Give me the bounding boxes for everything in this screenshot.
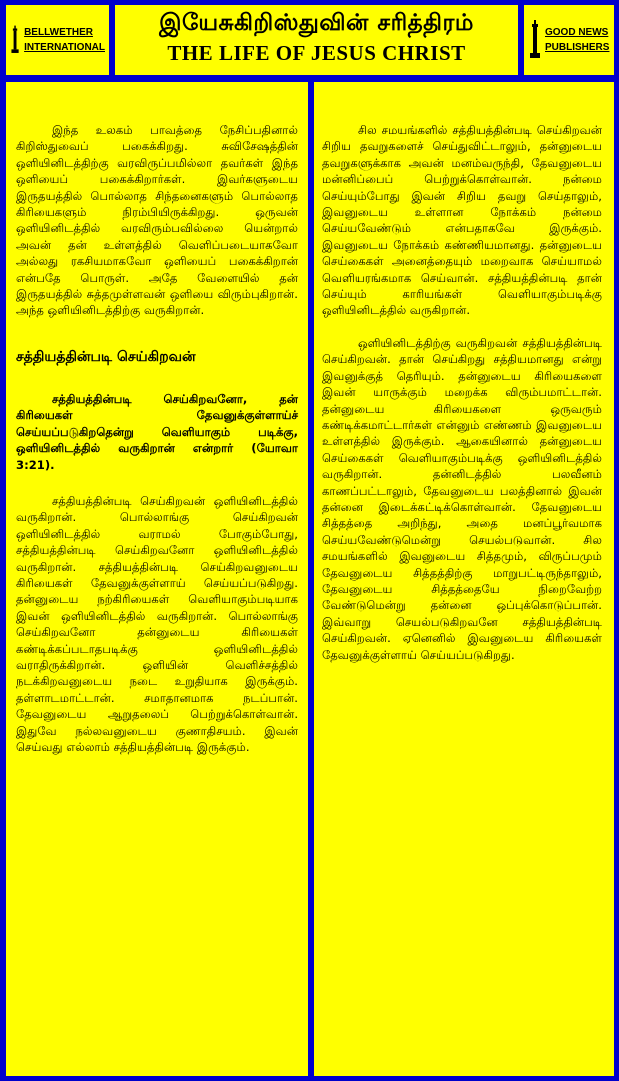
right-logo-line1: GOOD NEWS (545, 27, 609, 38)
bellwether-logo-box (6, 5, 109, 75)
right-column (314, 82, 614, 1076)
left-paragraph-2: சத்தியத்தின்படி செய்கிறவன் ஒளியினிடத்தில் வருகிறான். பொல்லாங்கு செய்கிறவன் ஒளியினிடத்தில் வராமல் போகும்போது, சத்தியத்தின்படி செய்கிறவனோ ஒளியினிடத்தில் வருகிறான். சத்தியத்தின்படி செய்கிறவனுடைய கிரியைகள் தேவனுக்குள்ளாய் செய்யப்படுகிறது. தன்னுடைய நற்கிரியைகள் வெளியாகும்படியாக இவன் ஒளியினிடத்தில் வருகிறான். பொல்லாங்கு செய்கிறவனோ தன்னுடைய கிரியைகள் கண்டிக்கப்படாதபடிக்கு ஒளியினிடத்தில் வராதிருக்கிறான். ஒளியின் வெளிச்சத்தில் நடக்கிறவனுடைய நடை உறுதியாக இருக்கும். தள்ளாடமாட்டான். சமாதானமாக நடப்பான். தேவனுடைய ஆறுதலைப் பெற்றுக்கொள்வான். இதுவே நல்லவனுடைய குணாதிசயம். இவன் செய்வது எல்லாம் சத்தியத்தின்படி இருக்கும். (16, 493, 298, 754)
good-news-logo-box (524, 5, 614, 75)
left-paragraph-1: இந்த உலகம் பாவத்தை நேசிப்பதினால் கிறிஸ்துவைப் பகைக்கிறது. சுவிசேஷத்தின் ஒளியினிடத்திற்கு வரவிருப்பமில்லா தவர்கள் இந்த ஒளியைப் பகைக்கிறார்கள். இவர்களுடைய இருதயத்தில் பொல்லாத சிந்தனைகளும் பொல்லாத கிரியைகளும் நிரம்பியிருக்கிறது. ஒருவன் ஒளியினிடத்தில் வரவிரும்பவில்லை யென்றால் அவன் தன் உள்ளத்தில் வெளிப்படையாகவோ அல்லது ரகசியமாகவோ ஒளியைப் பகைக்கிறான் என்பதே பொருள். அதே வேளையில் தன் இருதயத்தில் சுத்தமுள்ளவன் ஒளியை விரும்புகிறான். அந்த ஒளியினிடத்திற்கு வருகிறான். (16, 123, 298, 318)
title-box (115, 5, 518, 75)
right-logo-line2: PUBLISHERS (545, 42, 610, 53)
right-paragraph-1: சில சமயங்களில் சத்தியத்தின்படி செய்கிறவன் சிறிய தவறுகளைச் செய்துவிட்டாலும், தன்னுடைய தவறுகளுக்காக அவன் மனம்வருந்தி, தேவனுடைய மன்னிப்பைப் பெற்றுக்கொள்வான். நன்மை செய்யும்போது இவன் சிறிய தவறு செய்தாலும், இவனுடைய உள்ளான நோக்கம் நன்மை செய்யவேண்டும் என்பதாகவே இருக்கும். இவனுடைய நோக்கம் கண்ணியமானது. தன்னுடைய செய்கைகள் அனைத்தையும் மறைவாக செய்யாமல் வெளியரங்கமாக செய்வான். சத்தியத்தின்படி தான் செய்யும் காரியங்கள் வெளியாகும்படிக்கு ஒளியினிடத்தில் வருகிறான். (322, 123, 602, 318)
lamp-icon (10, 20, 20, 60)
scripture-quote: சத்தியத்தின்படி செய்கிறவனோ, தன் கிரியைகள் தேவனுக்குள்ளாய்ச் செய்யப்படுகிறதென்று வெளியாகும் படிக்கு, ஒளியினிடத்தில் வருகிறான் என்றார் (யோவா 3:21). (16, 391, 298, 472)
lamp-icon (528, 20, 542, 60)
left-logo-line1: BELLWETHER (24, 27, 93, 38)
left-column (6, 82, 308, 1076)
right-paragraph-2: ஒளியினிடத்திற்கு வருகிறவன் சத்தியத்தின்படி செய்கிறவன். தான் செய்கிறது சத்தியமானது என்று இவனுக்குத் தெரியும். தன்னுடைய கிரியைகளை இவன் யாருக்கும் மறைக்க விரும்பமாட்டான். தன்னுடைய கிரியைகளை ஒருவரும் கண்டிக்கமாட்டார்கள் என்னும் எண்ணம் இவனுடைய உள்ளத்தில் இருக்கும். ஆகையினால் தன்னுடைய செய்கைகள் வெளியாகும்படிக்கு ஒளியினிடத்தில் வருகிறான். தன்னிடத்தில் பலவீனம் காணப்பட்டாலும், தேவனுடைய பலத்தினால் இவன் தன்னை இடைக்கட்டிக்கொள்வான். தேவனுடைய சித்தத்தை அறிந்து, அதை மனப்பூர்வமாக செய்யவேண்டுமென்று செயல்படுவான். சில சமயங்களில் இவனுடைய சித்தமும், விருப்பமும் தேவனுடைய சித்தத்திற்கு மாறுபட்டிருந்தாலும், தேவனுடைய சித்தத்தையே நிறைவேற்ற வேண்டுமென்று தன்னை ஒப்புக்கொடுப்பான். இவ்வாறு செயல்படுகிறவனே சத்தியத்தின்படி செய்கிறவன். ஏனெனில் இவனுடைய கிரியைகள் தேவனுக்குள்ளாய் செய்யப்படுகிறது. (322, 335, 602, 662)
english-title: THE LIFE OF JESUS CHRIST (167, 41, 466, 65)
section-heading: சத்தியத்தின்படி செய்கிறவன் (16, 348, 196, 365)
left-logo-line2: INTERNATIONAL (24, 42, 105, 53)
tamil-title: இயேசுகிறிஸ்துவின் சரித்திரம் (159, 9, 474, 36)
